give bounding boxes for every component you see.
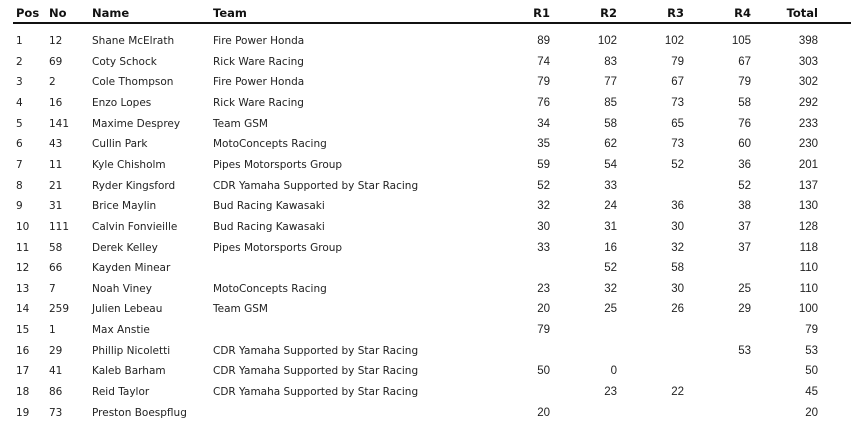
cell-number: 29 xyxy=(49,344,63,357)
cell-r4: 25 xyxy=(738,282,751,295)
table-row xyxy=(0,363,851,381)
cell-pos: 11 xyxy=(16,241,30,254)
cell-r1: 59 xyxy=(537,158,550,171)
cell-pos: 7 xyxy=(16,158,23,171)
cell-r3: 36 xyxy=(671,200,684,213)
table-row xyxy=(0,405,851,423)
table-row xyxy=(0,260,851,278)
cell-pos: 6 xyxy=(16,138,23,151)
cell-r1: 76 xyxy=(537,96,550,109)
cell-pos: 14 xyxy=(16,303,30,316)
cell-total: 292 xyxy=(798,96,818,109)
cell-r4: 105 xyxy=(731,35,751,47)
cell-r2: 52 xyxy=(604,262,617,275)
cell-team: Pipes Motorsports Group xyxy=(213,158,343,171)
cell-team: Fire Power Honda xyxy=(213,35,305,47)
cell-pos: 12 xyxy=(16,262,30,275)
cell-r1: 20 xyxy=(537,406,550,419)
cell-total: 110 xyxy=(799,282,818,295)
cell-pos: 17 xyxy=(16,365,30,378)
cell-team: Pipes Motorsports Group xyxy=(213,241,343,254)
cell-name: Max Anstie xyxy=(92,324,150,337)
cell-r1: 35 xyxy=(537,138,550,151)
cell-pos: 15 xyxy=(16,324,30,337)
cell-number: 259 xyxy=(49,303,70,316)
table-row xyxy=(0,322,851,340)
cell-name: Reid Taylor xyxy=(92,386,150,399)
header-no: No xyxy=(49,6,67,20)
cell-number: 111 xyxy=(49,220,70,233)
cell-r2: 16 xyxy=(604,241,617,254)
cell-number: 69 xyxy=(49,55,63,68)
cell-pos: 3 xyxy=(16,76,23,89)
cell-team: MotoConcepts Racing xyxy=(213,138,327,151)
cell-r3: 102 xyxy=(664,35,684,47)
cell-r2: 83 xyxy=(604,55,617,68)
cell-number: 1 xyxy=(49,324,56,337)
table-row xyxy=(0,384,851,402)
cell-r2: 77 xyxy=(604,76,617,89)
table-row xyxy=(0,281,851,299)
cell-name: Brice Maylin xyxy=(92,200,157,213)
cell-team: MotoConcepts Racing xyxy=(213,282,327,295)
cell-r1: 79 xyxy=(537,324,550,337)
cell-r1: 79 xyxy=(537,76,550,89)
cell-pos: 4 xyxy=(16,96,23,109)
cell-number: 31 xyxy=(49,200,63,213)
cell-number: 86 xyxy=(49,386,63,399)
table-row xyxy=(0,116,851,134)
cell-number: 58 xyxy=(49,241,63,254)
cell-pos: 10 xyxy=(16,220,30,233)
cell-r2: 33 xyxy=(604,179,617,192)
cell-name: Derek Kelley xyxy=(92,241,158,254)
cell-r4: 37 xyxy=(738,220,751,233)
cell-r3: 30 xyxy=(671,282,684,295)
cell-r1: 23 xyxy=(537,282,550,295)
table-row xyxy=(0,198,851,216)
cell-r3: 73 xyxy=(671,138,684,151)
cell-total: 230 xyxy=(798,138,818,151)
table-row xyxy=(0,136,851,154)
cell-name: Maxime Desprey xyxy=(92,117,181,130)
cell-name: Kayden Minear xyxy=(92,262,171,275)
cell-total: 118 xyxy=(799,241,818,254)
cell-team: Rick Ware Racing xyxy=(213,55,304,68)
cell-r1: 34 xyxy=(537,117,550,130)
cell-r4: 52 xyxy=(738,179,751,192)
cell-total: 130 xyxy=(798,200,818,213)
cell-pos: 8 xyxy=(16,179,23,192)
cell-r3: 30 xyxy=(671,220,684,233)
cell-name: Noah Viney xyxy=(92,282,152,295)
cell-r4: 79 xyxy=(738,76,751,89)
cell-team: Bud Racing Kawasaki xyxy=(213,220,325,233)
cell-total: 137 xyxy=(798,179,818,192)
cell-r1: 50 xyxy=(537,365,550,378)
cell-pos: 9 xyxy=(16,200,23,213)
cell-r4: 53 xyxy=(738,344,751,357)
cell-pos: 1 xyxy=(16,35,23,47)
cell-team: Rick Ware Racing xyxy=(213,96,304,109)
cell-r3: 67 xyxy=(671,76,684,89)
cell-r2: 31 xyxy=(604,220,617,233)
cell-r2: 62 xyxy=(604,138,617,151)
cell-r1: 20 xyxy=(537,303,550,316)
cell-r2: 54 xyxy=(604,158,617,171)
cell-r1: 52 xyxy=(537,179,550,192)
cell-pos: 13 xyxy=(16,282,30,295)
cell-r1: 33 xyxy=(537,241,550,254)
header-total: Total xyxy=(786,6,818,20)
cell-number: 66 xyxy=(49,262,63,275)
table-row xyxy=(0,178,851,196)
cell-r3: 73 xyxy=(671,96,684,109)
cell-number: 16 xyxy=(49,96,63,109)
cell-r2: 23 xyxy=(604,386,617,399)
cell-team: Bud Racing Kawasaki xyxy=(213,200,325,213)
cell-number: 2 xyxy=(49,76,56,89)
cell-name: Enzo Lopes xyxy=(92,96,152,109)
cell-pos: 16 xyxy=(16,344,30,357)
cell-total: 201 xyxy=(798,158,818,171)
cell-r4: 37 xyxy=(738,241,751,254)
cell-number: 41 xyxy=(49,365,63,378)
cell-total: 79 xyxy=(805,324,818,337)
table-row xyxy=(0,219,851,237)
table-row xyxy=(0,301,851,319)
cell-r4: 76 xyxy=(738,117,751,130)
cell-team: Team GSM xyxy=(213,117,268,130)
cell-pos: 19 xyxy=(16,406,30,419)
cell-team: CDR Yamaha Supported by Star Racing xyxy=(213,386,419,399)
table-row xyxy=(0,343,851,361)
cell-name: Kaleb Barham xyxy=(92,365,166,378)
cell-total: 303 xyxy=(798,55,818,68)
cell-total: 50 xyxy=(805,365,818,378)
cell-number: 12 xyxy=(49,35,63,47)
cell-r3: 22 xyxy=(671,386,684,399)
cell-pos: 5 xyxy=(16,117,23,130)
cell-number: 73 xyxy=(49,406,63,419)
table-row xyxy=(0,54,851,72)
cell-name: Shane McElrath xyxy=(92,35,175,47)
table-row xyxy=(0,157,851,175)
cell-total: 233 xyxy=(798,117,818,130)
cell-name: Cole Thompson xyxy=(92,76,174,89)
cell-name: Kyle Chisholm xyxy=(92,158,166,171)
cell-r4: 29 xyxy=(738,303,751,316)
cell-r1: 74 xyxy=(537,55,550,68)
cell-r2: 0 xyxy=(610,365,617,378)
cell-r2: 24 xyxy=(604,200,617,213)
table-row xyxy=(0,240,851,258)
cell-r3: 58 xyxy=(671,262,684,275)
cell-name: Calvin Fonvieille xyxy=(92,220,178,233)
header-divider xyxy=(13,22,851,24)
cell-r1: 32 xyxy=(537,200,550,213)
cell-pos: 18 xyxy=(16,386,30,399)
cell-name: Julien Lebeau xyxy=(92,303,163,316)
cell-r2: 102 xyxy=(597,35,617,47)
cell-name: Preston Boespflug xyxy=(92,406,187,419)
cell-r2: 85 xyxy=(604,96,617,109)
cell-number: 7 xyxy=(49,282,56,295)
cell-total: 45 xyxy=(805,386,818,399)
cell-r1: 30 xyxy=(537,220,550,233)
cell-team: Fire Power Honda xyxy=(213,76,305,89)
cell-r4: 67 xyxy=(738,55,751,68)
table-header xyxy=(0,5,851,23)
cell-number: 11 xyxy=(49,158,63,171)
cell-name: Phillip Nicoletti xyxy=(92,344,171,357)
cell-team: CDR Yamaha Supported by Star Racing xyxy=(213,365,419,378)
cell-r2: 32 xyxy=(604,282,617,295)
cell-total: 398 xyxy=(798,35,818,47)
cell-r3: 79 xyxy=(671,55,684,68)
header-name: Name xyxy=(92,6,130,20)
cell-r3: 65 xyxy=(671,117,684,130)
table-row xyxy=(0,33,851,51)
cell-team: CDR Yamaha Supported by Star Racing xyxy=(213,179,419,192)
cell-name: Cullin Park xyxy=(92,138,148,151)
cell-number: 21 xyxy=(49,179,63,192)
cell-total: 302 xyxy=(798,76,818,89)
header-r1: R1 xyxy=(533,6,550,20)
table-row xyxy=(0,95,851,113)
cell-total: 53 xyxy=(805,344,818,357)
cell-r4: 60 xyxy=(738,138,751,151)
cell-name: Ryder Kingsford xyxy=(92,179,176,192)
cell-total: 20 xyxy=(805,406,818,419)
cell-team: CDR Yamaha Supported by Star Racing xyxy=(213,344,419,357)
cell-total: 128 xyxy=(798,220,818,233)
header-team: Team xyxy=(213,6,247,20)
cell-r3: 52 xyxy=(671,158,684,171)
cell-number: 43 xyxy=(49,138,63,151)
header-r2: R2 xyxy=(600,6,617,20)
cell-r2: 25 xyxy=(604,303,617,316)
header-r4: R4 xyxy=(734,6,751,20)
cell-pos: 2 xyxy=(16,55,23,68)
cell-total: 100 xyxy=(798,303,818,316)
cell-r4: 38 xyxy=(738,200,751,213)
cell-r4: 58 xyxy=(738,96,751,109)
cell-team: Team GSM xyxy=(213,303,268,316)
cell-r3: 32 xyxy=(671,241,684,254)
cell-name: Coty Schock xyxy=(92,55,157,68)
header-r3: R3 xyxy=(667,6,684,20)
cell-r4: 36 xyxy=(738,158,751,171)
cell-r1: 89 xyxy=(537,35,550,47)
cell-r2: 58 xyxy=(604,117,617,130)
cell-number: 141 xyxy=(49,117,70,130)
header-pos: Pos xyxy=(16,6,40,20)
cell-r3: 26 xyxy=(671,303,684,316)
table-row xyxy=(0,74,851,92)
cell-total: 110 xyxy=(799,262,818,275)
